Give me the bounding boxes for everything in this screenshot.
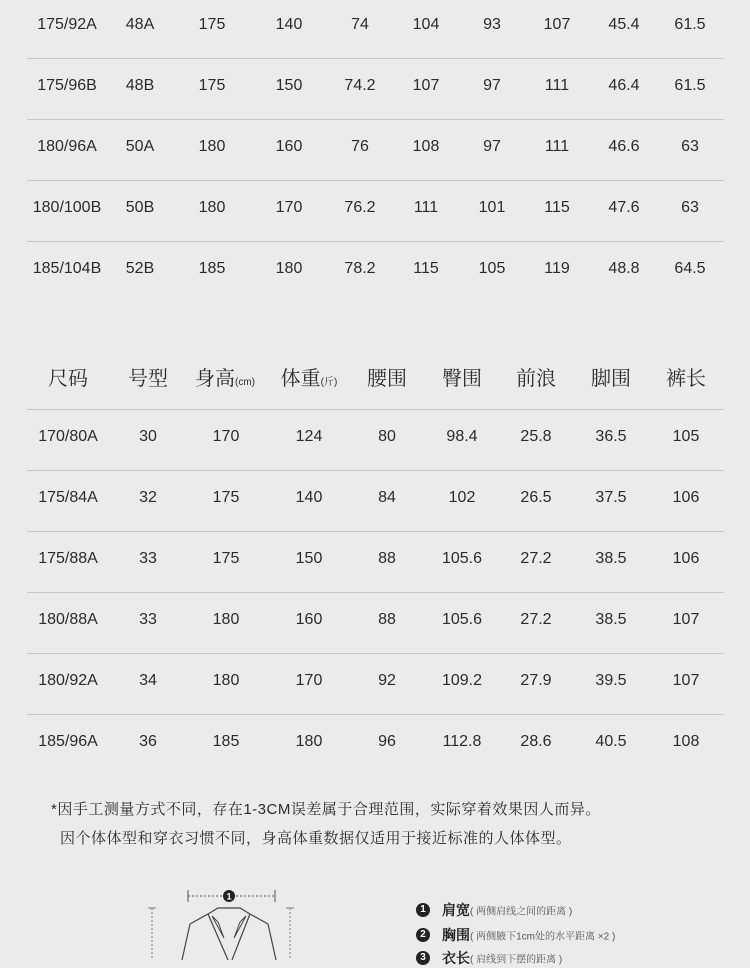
jacket-measurement-diagram [140, 880, 320, 960]
pants-table-cell: 107 [672, 611, 700, 628]
pants-table-cell: 175 [212, 489, 240, 506]
pants-table-cell: 170 [295, 672, 323, 689]
pants-header-cell [128, 357, 168, 405]
row-divider [27, 592, 724, 593]
pants-table-cell: 38.5 [595, 550, 627, 567]
jacket-table-cell: 115 [544, 199, 570, 216]
jacket-table-cell: 48.8 [608, 260, 640, 277]
jacket-table-cell: 150 [275, 77, 303, 94]
pants-table-cell: 92 [378, 672, 396, 689]
pants-table-cell: 107 [672, 672, 700, 689]
jacket-table-cell: 48A [125, 16, 155, 33]
jacket-table-cell: 48B [125, 77, 155, 94]
pants-table-cell: 170 [212, 428, 240, 445]
pants-size-table-header [0, 357, 750, 401]
jacket-table-cell: 180 [198, 199, 226, 216]
pants-table-cell: 36.5 [595, 428, 627, 445]
pants-header-cell [48, 357, 88, 405]
jacket-table-cell: 160 [275, 138, 303, 155]
row-divider [27, 470, 724, 471]
header-text: 身高 [195, 368, 235, 390]
pants-table-cell: 105 [672, 428, 700, 445]
pants-table-cell: 27.9 [520, 672, 552, 689]
row-divider [27, 241, 724, 242]
row-divider [27, 653, 724, 654]
pants-table-row [0, 534, 750, 595]
pants-table-cell: 27.2 [520, 550, 552, 567]
legend-number-icon: 2 [416, 928, 430, 942]
jacket-table-cell: 180 [198, 138, 226, 155]
row-divider [27, 714, 724, 715]
pants-table-cell: 124 [295, 428, 323, 445]
header-text: 脚围 [591, 368, 631, 390]
pants-table-row [0, 473, 750, 534]
legend-label: 衣长 [442, 950, 470, 966]
pants-table-cell: 180/88A [38, 611, 98, 628]
pants-table-cell: 185 [212, 733, 240, 750]
legend-description: ( 两侧腋下1cm处的水平距离 ×2 ) [470, 931, 616, 943]
jacket-table-cell: 185 [198, 260, 226, 277]
jacket-table-cell: 107 [543, 16, 571, 33]
jacket-table-row [0, 244, 750, 305]
jacket-table-cell: 101 [478, 199, 506, 216]
pants-table-cell: 96 [378, 733, 396, 750]
header-text: 前浪 [516, 368, 556, 390]
jacket-table-cell: 175/96B [37, 77, 97, 94]
jacket-table-row [0, 0, 750, 61]
jacket-table-cell: 93 [483, 16, 501, 33]
pants-header-cell [591, 357, 631, 405]
jacket-table-cell: 170 [275, 199, 303, 216]
jacket-table-row [0, 122, 750, 183]
row-divider [27, 180, 724, 181]
pants-table-row [0, 656, 750, 717]
row-divider [27, 58, 724, 59]
jacket-table-row [0, 61, 750, 122]
pants-table-cell: 30 [139, 428, 157, 445]
pants-header-cell [442, 357, 482, 405]
pants-header-cell [281, 357, 338, 405]
jacket-table-cell: 180/96A [37, 138, 97, 155]
legend-description: ( 两侧肩线之间的距离 ) [470, 906, 573, 918]
jacket-table-cell: 97 [483, 138, 501, 155]
jacket-table-cell: 76 [351, 138, 369, 155]
pants-table-cell: 175/88A [38, 550, 98, 567]
jacket-table-cell: 185/104B [32, 260, 102, 277]
pants-table-cell: 34 [139, 672, 157, 689]
jacket-table-cell: 76.2 [344, 199, 376, 216]
legend-number-icon: 3 [416, 951, 430, 965]
pants-table-cell: 98.4 [446, 428, 478, 445]
legend-label: 肩宽 [442, 902, 470, 918]
jacket-outline-icon [182, 908, 276, 960]
note-body-type: 因个体体型和穿衣习惯不同，身高体重数据仅适用于接近标准的人体体型。 [60, 830, 572, 847]
jacket-table-cell: 50A [125, 138, 155, 155]
jacket-table-cell: 175 [198, 77, 226, 94]
pants-table-cell: 32 [139, 489, 157, 506]
jacket-table-cell: 111 [544, 138, 570, 155]
pants-table-cell: 140 [295, 489, 323, 506]
pants-table-cell: 180/92A [38, 672, 98, 689]
pants-table-cell: 175 [212, 550, 240, 567]
jacket-table-cell: 97 [483, 77, 501, 94]
legend-number-icon: 1 [416, 903, 430, 917]
jacket-table-cell: 180/100B [32, 199, 102, 216]
pants-table-cell: 106 [672, 550, 700, 567]
jacket-table-cell: 115 [413, 260, 439, 277]
jacket-table-cell: 180 [275, 260, 303, 277]
jacket-table-cell: 74 [351, 16, 369, 33]
pants-table-cell: 106 [672, 489, 700, 506]
jacket-table-cell: 108 [412, 138, 440, 155]
legend-item [416, 925, 615, 945]
jacket-table-cell: 111 [544, 77, 570, 94]
pants-table-cell: 39.5 [595, 672, 627, 689]
jacket-table-cell: 50B [125, 199, 155, 216]
pants-header-cell [195, 357, 255, 405]
pants-table-cell: 105.6 [441, 611, 483, 628]
pants-table-cell: 102 [448, 489, 476, 506]
jacket-table-cell: 105 [478, 260, 506, 277]
row-divider [27, 119, 724, 120]
jacket-table-cell: 46.6 [608, 138, 640, 155]
pants-table-row [0, 412, 750, 473]
header-unit: (cm) [235, 377, 255, 388]
legend-label: 胸围 [442, 927, 470, 943]
jacket-table-cell: 47.6 [608, 199, 640, 216]
pants-header-cell [516, 357, 556, 405]
pants-header-cell [367, 357, 407, 405]
jacket-table-cell: 74.2 [344, 77, 376, 94]
jacket-table-cell: 111 [413, 199, 439, 216]
pants-table-cell: 112.8 [442, 733, 482, 750]
pants-table-cell: 88 [378, 611, 396, 628]
pants-table-cell: 108 [672, 733, 700, 750]
jacket-table-cell: 63 [681, 199, 699, 216]
jacket-table-cell: 64.5 [674, 260, 706, 277]
header-text: 腰围 [367, 368, 407, 390]
pants-table-cell: 105.6 [441, 550, 483, 567]
legend-item [416, 900, 572, 920]
legend-description: ( 肩线到下摆的距离 ) [470, 954, 563, 966]
pants-table-cell: 170/80A [38, 428, 98, 445]
pants-table-cell: 80 [378, 428, 396, 445]
pants-table-cell: 38.5 [595, 611, 627, 628]
legend-item [416, 948, 562, 968]
note-measurement-error: *因手工测量方式不同，存在1-3CM误差属于合理范围，实际穿着效果因人而异。 [51, 801, 601, 818]
row-divider [27, 531, 724, 532]
svg-text:1: 1 [226, 891, 232, 902]
pants-table-cell: 180 [295, 733, 323, 750]
pants-table-row [0, 717, 750, 778]
pants-table-cell: 88 [378, 550, 396, 567]
pants-table-cell: 175/84A [38, 489, 98, 506]
pants-table-row [0, 595, 750, 656]
jacket-table-cell: 175/92A [37, 16, 97, 33]
pants-table-cell: 36 [139, 733, 157, 750]
header-text: 号型 [128, 368, 168, 390]
pants-table-cell: 27.2 [520, 611, 552, 628]
row-divider [27, 409, 724, 410]
header-text: 裤长 [666, 368, 706, 390]
pants-table-cell: 33 [139, 611, 157, 628]
pants-table-cell: 150 [295, 550, 323, 567]
header-unit: (斤) [320, 377, 338, 388]
jacket-table-row [0, 183, 750, 244]
pants-header-cell [666, 357, 706, 405]
pants-table-cell: 180 [212, 672, 240, 689]
pants-table-cell: 84 [378, 489, 396, 506]
jacket-table-cell: 46.4 [608, 77, 640, 94]
pants-table-cell: 25.8 [520, 428, 552, 445]
pants-table-cell: 37.5 [595, 489, 627, 506]
jacket-table-cell: 140 [275, 16, 303, 33]
jacket-table-cell: 61.5 [674, 16, 706, 33]
jacket-table-cell: 107 [412, 77, 440, 94]
pants-table-cell: 28.6 [520, 733, 552, 750]
jacket-table-cell: 175 [198, 16, 226, 33]
jacket-table-cell: 61.5 [674, 77, 706, 94]
jacket-table-cell: 52B [125, 260, 155, 277]
jacket-table-cell: 45.4 [608, 16, 640, 33]
pants-table-cell: 26.5 [520, 489, 552, 506]
pants-table-cell: 185/96A [38, 733, 98, 750]
header-text: 尺码 [48, 368, 88, 390]
pants-table-cell: 180 [212, 611, 240, 628]
pants-table-cell: 109.2 [441, 672, 483, 689]
header-text: 臀围 [442, 368, 482, 390]
jacket-table-cell: 78.2 [344, 260, 376, 277]
jacket-table-cell: 63 [681, 138, 699, 155]
pants-table-cell: 160 [295, 611, 323, 628]
pants-table-cell: 40.5 [595, 733, 627, 750]
jacket-table-cell: 119 [544, 260, 570, 277]
jacket-table-cell: 104 [412, 16, 440, 33]
pants-table-cell: 33 [139, 550, 157, 567]
header-text: 体重 [280, 368, 321, 390]
